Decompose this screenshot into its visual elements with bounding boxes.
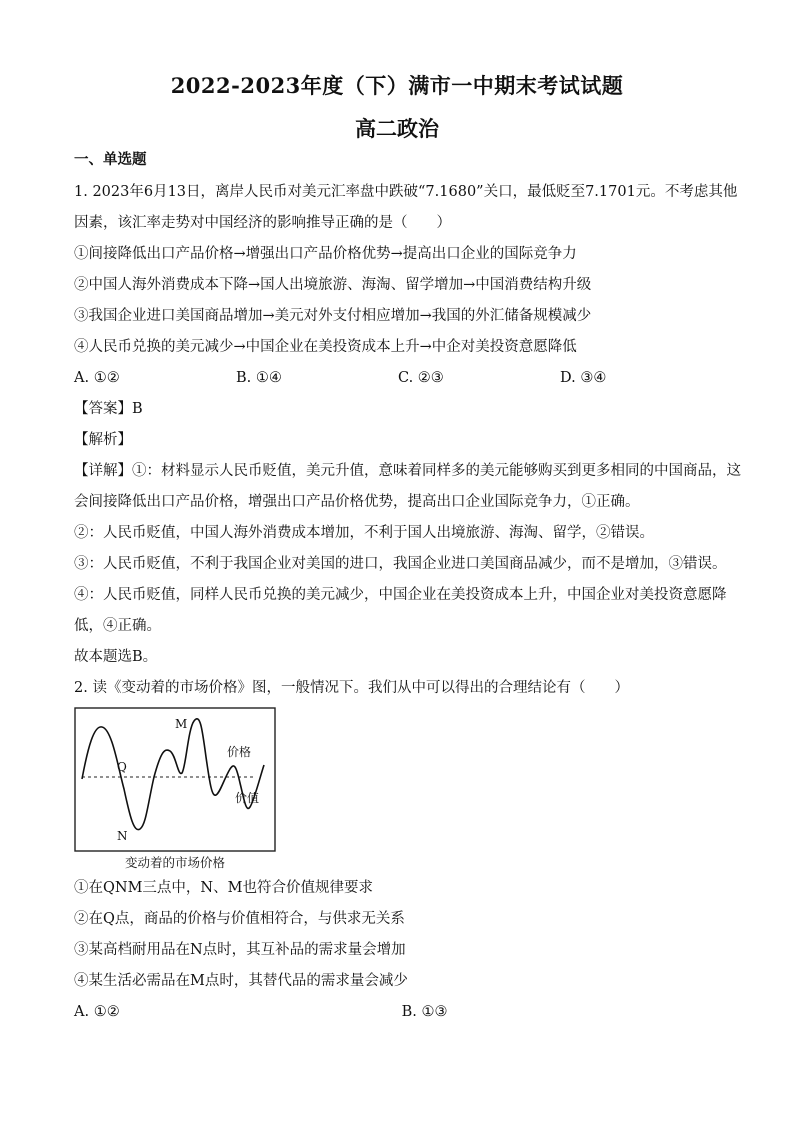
q1-stem-line2: 因素，该汇率走势对中国经济的影响推导正确的是（ ）: [74, 215, 451, 231]
q2-choices: [74, 1002, 734, 1022]
label-m: M: [175, 717, 188, 731]
price-curve: [82, 719, 264, 830]
label-n: N: [117, 829, 128, 843]
q1-detail-line3: ②：人民币贬值，中国人海外消费成本增加，不利于国人出境旅游、海淘、留学，②错误。: [74, 525, 654, 541]
q1-option-2: ②中国人海外消费成本下降→国人出境旅游、海淘、留学增加→中国消费结构升级: [74, 277, 592, 293]
q1-analysis-label: 【解析】: [74, 432, 132, 448]
q1-conclusion: 故本题选B。: [74, 649, 158, 665]
q1-detail-line6: 低，④正确。: [74, 618, 161, 634]
q2-choice-b: B. ①③: [401, 1004, 448, 1020]
q1-choice-d: D. ③④: [560, 370, 607, 386]
page-subtitle: 高二政治: [355, 116, 439, 141]
label-q: Q: [117, 760, 127, 774]
q1-choices: [74, 368, 734, 388]
q1-choice-a: A. ①②: [74, 370, 120, 386]
q1-detail-line1: 【详解】①：材料显示人民币贬值，美元升值，意味着同样多的美元能够购买到更多相同的中国商品，这: [74, 463, 741, 479]
q2-option-4: ④某生活必需品在M点时，其替代品的需求量会减少: [74, 973, 408, 989]
label-price: 价格: [227, 745, 252, 759]
q1-answer: 【答案】B: [74, 401, 143, 417]
section-heading: 一、单选题: [74, 151, 147, 168]
q1-choice-b: B. ①④: [236, 370, 282, 386]
q1-stem-line1: 1. 2023年6月13日，离岸人民币对美元汇率盘中跌破“7.1680”关口，最低贬至7.1701元。不考虑其他: [74, 184, 738, 200]
market-price-figure: [74, 707, 276, 872]
q2-option-2: ②在Q点，商品的价格与价值相符合，与供求无关系: [74, 911, 405, 927]
q1-choice-c: C. ②③: [398, 370, 444, 386]
q2-stem: 2. 读《变动着的市场价格》图，一般情况下。我们从中可以得出的合理结论有（ ）: [74, 680, 629, 696]
q2-choice-a: A. ①②: [74, 1004, 120, 1020]
q2-option-1: ①在QNM三点中，N、M也符合价值规律要求: [74, 880, 373, 896]
q1-detail-line4: ③：人民币贬值，不利于我国企业对美国的进口，我国企业进口美国商品减少，而不是增加，③错误。: [74, 556, 727, 572]
page-title: 2022-2023年度（下）满市一中期末考试试题: [170, 73, 624, 98]
q1-option-3: ③我国企业进口美国商品增加→美元对外支付相应增加→我国的外汇储备规模减少: [74, 308, 592, 324]
label-value: 价值: [235, 791, 260, 805]
q1-option-4: ④人民币兑换的美元减少→中国企业在美投资成本上升→中企对美投资意愿降低: [74, 339, 577, 355]
q1-detail-line2: 会间接降低出口产品价格，增强出口产品价格优势，提高出口企业国际竞争力，①正确。: [74, 494, 640, 510]
figure-caption: 变动着的市场价格: [124, 855, 225, 870]
q1-detail-line5: ④：人民币贬值，同样人民币兑换的美元减少，中国企业在美投资成本上升，中国企业对美投资意愿降: [74, 587, 727, 603]
q2-option-3: ③某高档耐用品在N点时，其互补品的需求量会增加: [74, 942, 406, 958]
q1-option-1: ①间接降低出口产品价格→增强出口产品价格优势→提高出口企业的国际竞争力: [74, 246, 577, 262]
